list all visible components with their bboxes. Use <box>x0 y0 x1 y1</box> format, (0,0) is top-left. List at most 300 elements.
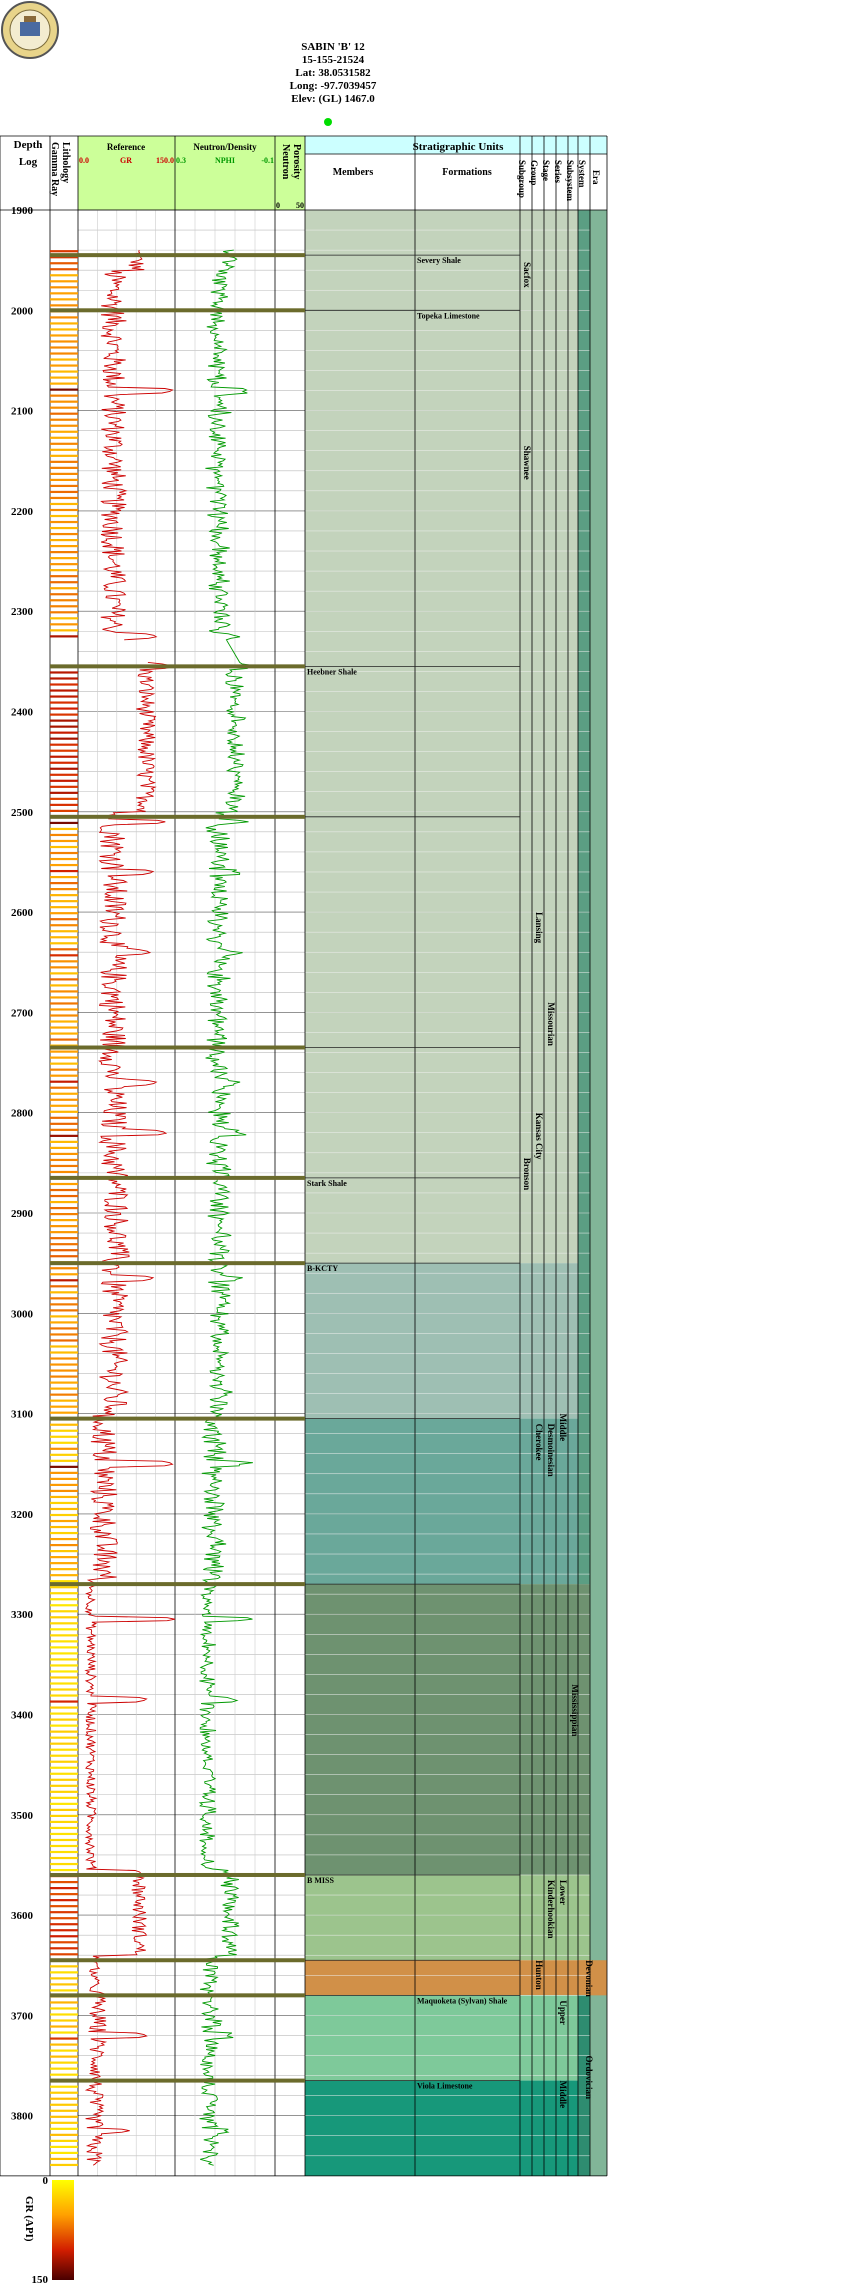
gr-color-bar <box>50 1026 78 1028</box>
gr-color-bar <box>50 1442 78 1444</box>
strat-unit-label: Kinderhookian <box>546 1879 556 1939</box>
gr-color-bar <box>50 1333 78 1335</box>
gr-color-bar <box>50 1664 78 1666</box>
lithology-header: Lithology <box>60 142 71 184</box>
gr-color-bar <box>50 2122 78 2124</box>
series-header: Series <box>553 160 563 183</box>
formation-top-marker <box>50 1582 305 1586</box>
strat-unit-label: Hunton <box>534 1960 544 1990</box>
latitude: Lat: 38.0531582 <box>295 67 371 79</box>
gr-color-bar <box>50 870 78 872</box>
gr-color-bar <box>50 352 78 354</box>
gamma-header: Gamma Ray <box>49 142 60 197</box>
gr-color-bar <box>50 2110 78 2112</box>
gr-color-bar <box>50 714 78 716</box>
gr-color-bar <box>50 539 78 541</box>
gr-color-bar <box>50 1917 78 1919</box>
gr-color-bar <box>50 2031 78 2033</box>
gr-color-bar <box>50 1406 78 1408</box>
gr-color-bar <box>50 1273 78 1275</box>
gr-color-bar <box>50 2146 78 2148</box>
gr-color-bar <box>50 1508 78 1510</box>
strat-unit-label: Middle <box>558 1413 568 1442</box>
gr-color-bar <box>50 563 78 565</box>
gr-color-bar <box>50 846 78 848</box>
gr-color-bar <box>50 852 78 854</box>
gr-color-bar <box>50 2134 78 2136</box>
gr-color-bar <box>50 1213 78 1215</box>
formation-top-label: Severy Shale <box>417 256 461 266</box>
gr-color-bar <box>50 515 78 517</box>
stage-header: Stage <box>541 160 551 181</box>
gr-color-bar <box>50 334 78 336</box>
gr-color-bar <box>50 1827 78 1829</box>
gr-color-bar <box>50 358 78 360</box>
gr-color-bar <box>50 744 78 746</box>
gr-color-bar <box>50 1087 78 1089</box>
formation-top-label: Maquoketa (Sylvan) Shale <box>417 1996 508 2006</box>
gr-color-bar <box>50 1845 78 1847</box>
gr-color-bar <box>50 2152 78 2154</box>
gr-scale-max: 150.0 <box>156 156 174 165</box>
gr-color-bar <box>50 930 78 932</box>
gr-color-bar <box>50 599 78 601</box>
gr-color-bar <box>50 1743 78 1745</box>
depth-tick-label: 2700 <box>11 1007 33 1020</box>
nphi-scale-label: NPHI <box>215 156 235 165</box>
gr-color-bar <box>50 1478 78 1480</box>
gr-color-bar <box>50 557 78 559</box>
gr-color-bar <box>50 1412 78 1414</box>
gr-color-bar <box>50 1821 78 1823</box>
formation-top-label: Topeka Limestone <box>417 311 480 321</box>
gr-color-bar <box>50 960 78 962</box>
gr-color-bar <box>50 1141 78 1143</box>
gr-color-bar <box>50 1544 78 1546</box>
gr-color-bar <box>50 2140 78 2142</box>
gr-color-bar <box>50 894 78 896</box>
system-header: System <box>577 160 587 188</box>
formation-top-marker <box>50 1046 305 1050</box>
gr-color-bar <box>50 738 78 740</box>
depth-tick-label: 3200 <box>11 1508 33 1521</box>
gr-color-bar <box>50 1460 78 1462</box>
depth-tick-label: 2800 <box>11 1107 33 1120</box>
gr-color-bar <box>50 2074 78 2076</box>
strat-unit-label: Missourian <box>546 1002 556 1046</box>
gr-color-bar <box>50 455 78 457</box>
gr-color-bar <box>50 1935 78 1937</box>
gr-color-bar <box>50 1032 78 1034</box>
gr-color-bar <box>50 1562 78 1564</box>
gr-color-bar <box>50 882 78 884</box>
gr-color-bar <box>50 473 78 475</box>
gr-color-bar <box>50 780 78 782</box>
gr-color-bar <box>50 1851 78 1853</box>
gr-color-bar <box>50 1351 78 1353</box>
gr-color-bar <box>50 533 78 535</box>
gr-color-bar <box>50 2001 78 2003</box>
api-number: 15-155-21524 <box>301 54 365 66</box>
depth-tick-label: 2600 <box>11 907 33 920</box>
depth-tick-label: 3000 <box>11 1308 33 1321</box>
gr-color-bar <box>50 1767 78 1769</box>
gr-color-bar <box>50 623 78 625</box>
gr-color-bar <box>50 2098 78 2100</box>
depth-tick-label: 2500 <box>11 806 33 819</box>
gr-color-bar <box>50 1580 78 1582</box>
gr-color-bar <box>50 1363 78 1365</box>
gr-color-bar <box>50 768 78 770</box>
gr-color-bar <box>50 726 78 728</box>
gr-color-bar <box>50 2050 78 2052</box>
gr-color-bar <box>50 1466 78 1468</box>
gr-color-bar <box>50 1357 78 1359</box>
gr-color-bar <box>50 1592 78 1594</box>
gr-color-bar <box>50 2013 78 2015</box>
strat-band <box>305 1263 590 1418</box>
gr-color-bar <box>50 443 78 445</box>
gr-color-bar <box>50 1249 78 1251</box>
gr-color-bar <box>50 2043 78 2045</box>
gr-color-bar <box>50 629 78 631</box>
gr-color-bar <box>50 2164 78 2166</box>
gr-color-bar <box>50 1941 78 1943</box>
gr-color-bar <box>50 906 78 908</box>
gr-scale-min: 0.0 <box>79 156 89 165</box>
gr-color-bar <box>50 364 78 366</box>
gr-color-bar <box>50 1899 78 1901</box>
gr-color-bar <box>50 1971 78 1973</box>
gr-color-bar <box>50 1610 78 1612</box>
gr-color-bar <box>50 2037 78 2039</box>
gr-color-bar <box>50 407 78 409</box>
strat-unit-label: Middle <box>558 2080 568 2109</box>
gr-color-bar <box>50 707 78 709</box>
gr-color-bar <box>50 1700 78 1702</box>
gr-color-bar <box>50 1279 78 1281</box>
gr-color-bar <box>50 1424 78 1426</box>
gr-color-bar <box>50 2019 78 2021</box>
gr-color-bar <box>50 449 78 451</box>
gr-color-bar <box>50 1604 78 1606</box>
gr-color-bar <box>50 461 78 463</box>
gr-color-bar <box>50 1309 78 1311</box>
nphi-scale-left: 0.3 <box>176 156 186 165</box>
members-header: Members <box>332 167 374 178</box>
gr-color-bar <box>50 2007 78 2009</box>
log-header: Log <box>18 156 38 168</box>
gr-color-bar <box>50 1983 78 1985</box>
gr-color-bar <box>50 1646 78 1648</box>
gr-color-bar <box>50 1929 78 1931</box>
gr-color-bar <box>50 491 78 493</box>
gr-color-bar <box>50 2104 78 2106</box>
gr-color-bar <box>50 762 78 764</box>
gr-color-bar <box>50 1093 78 1095</box>
strat-unit-label: Upper <box>558 2000 568 2025</box>
formation-top-label: Heebner Shale <box>307 667 357 677</box>
gr-color-bar <box>50 286 78 288</box>
gr-color-bar <box>50 1135 78 1137</box>
neutron-header: Neutron <box>280 144 291 180</box>
gr-color-bar <box>50 298 78 300</box>
gr-color-bar <box>50 1099 78 1101</box>
gr-color-bar <box>50 1014 78 1016</box>
gr-color-bar <box>50 545 78 547</box>
strat-band <box>305 1960 590 1995</box>
gr-color-bar <box>50 1773 78 1775</box>
formation-top-marker <box>50 1873 305 1877</box>
gr-color-bar <box>50 677 78 679</box>
gr-color-bar <box>50 1075 78 1077</box>
gr-color-bar <box>50 1484 78 1486</box>
gr-color-bar <box>50 1375 78 1377</box>
gr-color-bar <box>50 834 78 836</box>
gr-color-bar <box>50 437 78 439</box>
gr-color-bar <box>50 1111 78 1113</box>
gr-color-bar <box>50 2068 78 2070</box>
gr-color-bar <box>50 1285 78 1287</box>
gr-color-bar <box>50 521 78 523</box>
gr-color-bar <box>50 695 78 697</box>
gr-color-bar <box>50 1472 78 1474</box>
gr-color-bar <box>50 996 78 998</box>
gr-color-bar <box>50 1737 78 1739</box>
gr-color-bar <box>50 611 78 613</box>
gr-color-bar <box>50 1694 78 1696</box>
gr-color-bar <box>50 1706 78 1708</box>
gr-color-bar <box>50 1514 78 1516</box>
gr-color-bar <box>50 1327 78 1329</box>
gr-color-bar <box>50 419 78 421</box>
gr-color-bar <box>50 1568 78 1570</box>
neutron-density-header: Neutron/Density <box>193 142 257 152</box>
gr-color-bar <box>50 1448 78 1450</box>
gr-color-bar <box>50 984 78 986</box>
gr-color-bar <box>50 1622 78 1624</box>
gr-color-bar <box>50 1165 78 1167</box>
formation-top-marker <box>50 815 305 819</box>
depth-tick-label: 3800 <box>11 2110 33 2123</box>
gr-color-bar <box>50 990 78 992</box>
gr-color-bar <box>50 1129 78 1131</box>
reference-header: Reference <box>106 142 146 152</box>
gr-color-bar <box>50 1953 78 1955</box>
gr-color-bar <box>50 810 78 812</box>
gr-color-bar <box>50 1123 78 1125</box>
depth-tick-label: 3700 <box>11 2010 33 2023</box>
gr-color-bar <box>50 1002 78 1004</box>
gr-color-bar <box>50 2025 78 2027</box>
gr-color-bar <box>50 1219 78 1221</box>
strat-band <box>305 2081 590 2176</box>
depth-tick-label: 3400 <box>11 1709 33 1722</box>
gr-color-bar <box>50 292 78 294</box>
gr-color-bar <box>50 1526 78 1528</box>
well-name: SABIN 'B' 12 <box>301 41 365 53</box>
gr-color-bar <box>50 1803 78 1805</box>
gr-color-bar <box>50 1532 78 1534</box>
gr-color-bar <box>50 1538 78 1540</box>
formation-top-label: Viola Limestone <box>417 2081 473 2091</box>
formation-top-label: B-KCTY <box>307 1264 339 1274</box>
gr-color-bar <box>50 1911 78 1913</box>
gr-color-bar <box>50 1791 78 1793</box>
gr-color-bar <box>50 1291 78 1293</box>
gr-color-bar <box>50 280 78 282</box>
gr-color-bar <box>50 918 78 920</box>
depth-tick-label: 3500 <box>11 1809 33 1822</box>
gr-color-bar <box>50 1008 78 1010</box>
depth-tick-label: 2300 <box>11 606 33 619</box>
strat-band <box>305 1584 590 1875</box>
gr-color-bar <box>50 1905 78 1907</box>
gr-color-bar <box>50 1749 78 1751</box>
gr-color-bar <box>50 1761 78 1763</box>
gr-color-bar <box>50 858 78 860</box>
formation-top-marker <box>50 664 305 668</box>
gr-color-bar <box>50 467 78 469</box>
formation-top-marker <box>50 253 305 257</box>
gr-color-bar <box>50 1652 78 1654</box>
gr-color-bar <box>50 701 78 703</box>
subsystem-header: Subsystem <box>565 160 575 202</box>
gr-scale-label: GR <box>120 156 132 165</box>
nphi-scale-right: -0.1 <box>261 156 274 165</box>
gr-color-bar <box>50 1454 78 1456</box>
gr-color-bar <box>50 376 78 378</box>
gr-color-bar <box>50 972 78 974</box>
strat-unit-label: Ordovician <box>584 2055 594 2100</box>
gr-color-bar <box>50 527 78 529</box>
gr-color-bar <box>50 1117 78 1119</box>
gr-color-bar <box>50 1243 78 1245</box>
gr-color-bar <box>50 1893 78 1895</box>
gr-color-bar <box>50 1237 78 1239</box>
system-pennsylvanian <box>578 210 590 1584</box>
elevation: Elev: (GL) 1467.0 <box>291 93 375 105</box>
depth-tick-label: 3100 <box>11 1408 33 1421</box>
gr-color-bar <box>50 798 78 800</box>
kgs-logo-icon <box>2 2 58 58</box>
gr-color-bar <box>50 1303 78 1305</box>
gr-color-bar <box>50 1105 78 1107</box>
gr-color-bar <box>50 581 78 583</box>
gr-color-bar <box>50 966 78 968</box>
depth-tick-label: 2000 <box>11 305 33 318</box>
gr-color-bar <box>50 370 78 372</box>
gr-color-bar <box>50 1321 78 1323</box>
nphi-curve <box>198 250 253 2165</box>
formation-top-marker <box>50 2079 305 2083</box>
gr-color-bar <box>50 617 78 619</box>
gr-color-bar <box>50 888 78 890</box>
gr-color-bar <box>50 1369 78 1371</box>
gr-color-bar <box>50 1430 78 1432</box>
gr-color-bar <box>50 2056 78 2058</box>
gr-color-bar <box>50 635 78 637</box>
gr-color-bar <box>50 1502 78 1504</box>
strat-unit-label: Lower <box>558 1879 568 1905</box>
gr-color-bar <box>50 864 78 866</box>
formation-top-marker <box>50 1958 305 1962</box>
gr-color-bar <box>50 274 78 276</box>
depth-tick-label: 1900 <box>11 205 33 217</box>
gr-color-bar <box>50 1881 78 1883</box>
group-header: Group <box>529 160 539 186</box>
formation-top-marker <box>50 1993 305 1997</box>
depth-tick-label: 3600 <box>11 1910 33 1923</box>
gr-color-bar <box>50 1081 78 1083</box>
gr-color-bar <box>50 304 78 306</box>
gr-color-bar <box>50 1586 78 1588</box>
formation-top-marker <box>50 1261 305 1265</box>
era-header: Era <box>591 170 601 185</box>
gr-color-bar <box>50 978 78 980</box>
gr-color-bar <box>50 792 78 794</box>
depth-tick-label: 2900 <box>11 1208 33 1220</box>
gr-color-bar <box>50 1038 78 1040</box>
depth-tick-label: 2100 <box>11 405 33 418</box>
subgroup-header: Subgroup <box>517 160 527 198</box>
gr-color-bar <box>50 1520 78 1522</box>
gr-color-bar <box>50 786 78 788</box>
gr-color-bar <box>50 2092 78 2094</box>
gr-color-bar <box>50 1755 78 1757</box>
gr-color-bar <box>50 924 78 926</box>
gr-color-bar <box>50 1496 78 1498</box>
gr-color-bar <box>50 1779 78 1781</box>
gr-color-bar <box>50 401 78 403</box>
gr-color-bar <box>50 804 78 806</box>
gr-color-bar <box>50 250 78 252</box>
gr-color-bar <box>50 1658 78 1660</box>
gr-color-bar <box>50 1616 78 1618</box>
gr-color-bar <box>50 1634 78 1636</box>
gr-color-bar <box>50 732 78 734</box>
gr-color-bar <box>50 1345 78 1347</box>
legend-color-bar <box>52 2180 74 2280</box>
gr-color-bar <box>50 1189 78 1191</box>
gr-color-bar <box>50 1965 78 1967</box>
gr-color-bar <box>50 1394 78 1396</box>
gr-color-bar <box>50 1857 78 1859</box>
gr-color-bar <box>50 1688 78 1690</box>
gr-color-bar <box>50 1628 78 1630</box>
gr-color-bar <box>50 2158 78 2160</box>
strat-unit-label: Kansas City <box>534 1112 544 1160</box>
longitude: Long: -97.7039457 <box>289 80 377 92</box>
gr-color-bar <box>50 1731 78 1733</box>
gr-color-bar <box>50 1863 78 1865</box>
strat-unit-label: Cherokee <box>534 1423 544 1461</box>
gr-color-bar <box>50 497 78 499</box>
gr-color-bar <box>50 413 78 415</box>
gr-color-bar <box>50 954 78 956</box>
gr-color-bar <box>50 346 78 348</box>
gr-color-bar <box>50 1550 78 1552</box>
gr-color-bar <box>50 720 78 722</box>
gr-color-bar <box>50 1382 78 1384</box>
gr-color-bar <box>50 756 78 758</box>
strat-unit-label: Devonian <box>584 1960 594 1997</box>
gr-color-bar <box>50 1574 78 1576</box>
strat-band <box>305 210 590 1263</box>
gr-color-bar <box>50 1556 78 1558</box>
gr-color-bar <box>50 1051 78 1053</box>
gr-color-bar <box>50 1833 78 1835</box>
